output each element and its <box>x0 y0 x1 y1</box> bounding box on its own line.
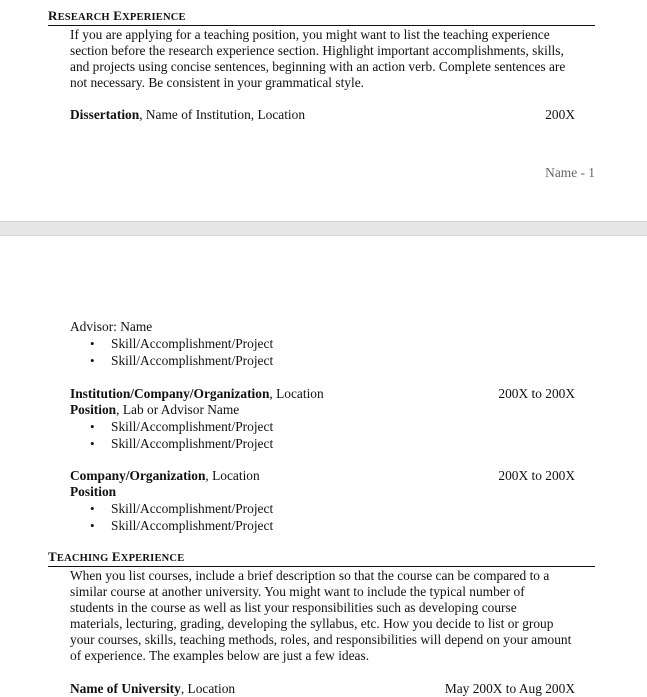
teaching-entry-date: May 200X to Aug 200X <box>444 681 575 696</box>
research-entry-date: 200X to 200X <box>498 468 575 483</box>
list-item: • Skill/Accomplishment/Project <box>90 353 274 368</box>
list-item: • Skill/Accomplishment/Project <box>90 436 274 451</box>
research-heading-rule <box>48 25 595 26</box>
page-footer-name: Name - 1 <box>545 165 595 180</box>
research-entry-position: Position <box>70 484 117 499</box>
teaching-intro-paragraph <box>70 568 600 664</box>
teaching-intro-line: students in the course as well as list your responsibilities such as developing course <box>70 600 517 615</box>
teaching-experience-heading: TEACHING EXPERIENCE <box>48 549 185 564</box>
teaching-intro-line: materials, lecturing, grading, developing the syllabus, etc. How you decide to list or group <box>70 616 554 631</box>
teaching-intro-line: similar course at another university. You might want to include the typical number of <box>70 584 525 599</box>
research-intro-line: and projects using concise sentences, beginning with an action verb. Complete sentences are <box>70 59 566 74</box>
research-experience-heading: RESEARCH EXPERIENCE <box>48 8 186 23</box>
list-item: • Skill/Accomplishment/Project <box>90 336 274 351</box>
teaching-heading-rule <box>48 566 595 567</box>
bullet-icon: • <box>90 501 95 516</box>
page-break-gap <box>0 221 647 236</box>
research-entry-position: Position, Lab or Advisor Name <box>70 402 240 417</box>
bullet-icon: • <box>90 419 95 434</box>
dissertation-advisor: Advisor: Name <box>70 319 153 334</box>
teaching-intro-line: of experience. The examples below are just a few ideas. <box>70 648 370 663</box>
research-intro-line: not necessary. Be consistent in your grammatical style. <box>70 75 365 90</box>
teaching-intro-line: your courses, skills, teaching methods, roles, and responsibilities will depend on your amount <box>70 632 572 647</box>
bullet-icon: • <box>90 353 95 368</box>
research-intro-line: If you are applying for a teaching position, you might want to list the teaching experience <box>70 27 550 42</box>
research-entry-date: 200X to 200X <box>498 386 575 401</box>
bullet-icon: • <box>90 336 95 351</box>
document-page-1 <box>0 0 647 221</box>
bullet-icon: • <box>90 518 95 533</box>
dissertation-date: 200X <box>545 107 575 122</box>
research-entry-title: Company/Organization, Location <box>70 468 260 483</box>
research-intro-paragraph <box>70 27 600 91</box>
list-item: • Skill/Accomplishment/Project <box>90 419 274 434</box>
list-item: • Skill/Accomplishment/Project <box>90 501 274 516</box>
bullet-icon: • <box>90 436 95 451</box>
teaching-entry-title: Name of University, Location <box>70 681 236 696</box>
dissertation-entry-title: Dissertation, Name of Institution, Location <box>70 107 306 122</box>
research-entry-title: Institution/Company/Organization, Location <box>70 386 324 401</box>
research-intro-line: section before the research experience section. Highlight important accomplishments, skills, <box>70 43 564 58</box>
list-item: • Skill/Accomplishment/Project <box>90 518 274 533</box>
teaching-intro-line: When you list courses, include a brief description so that the course can be compared to a <box>70 568 550 583</box>
